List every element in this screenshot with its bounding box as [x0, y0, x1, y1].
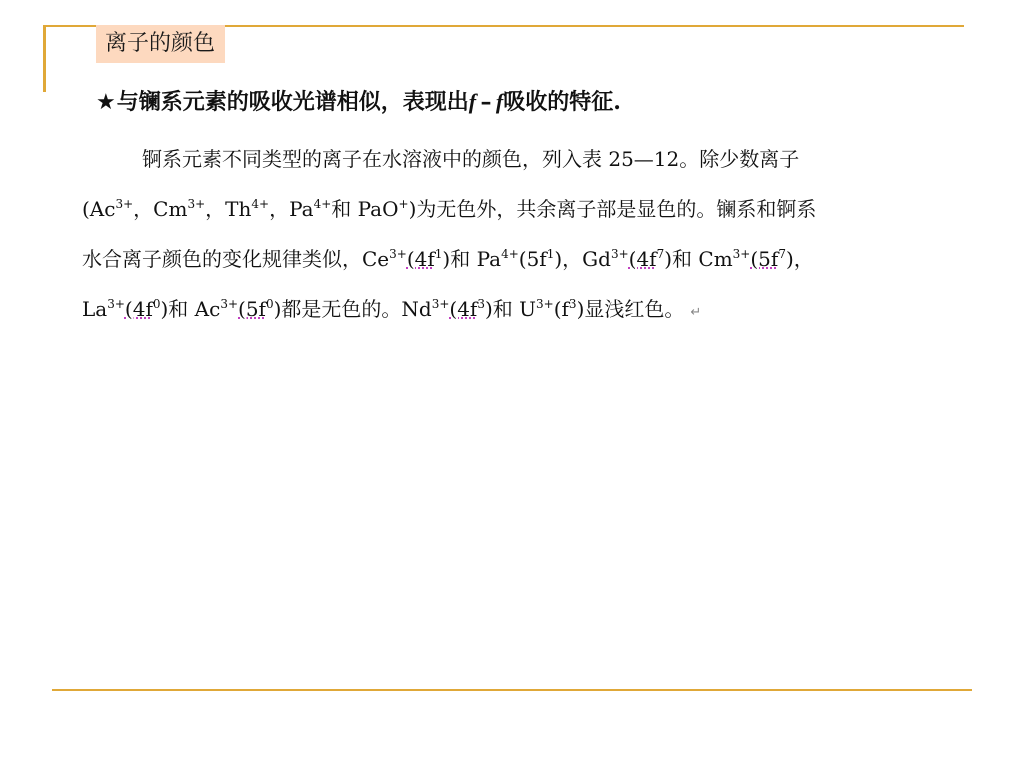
text-line3-lead: 水合离子颜色的变化规律类似，Ce	[82, 247, 390, 271]
text-ac: )和 Ac	[160, 297, 221, 321]
paragraph-return-icon: ↵	[690, 305, 702, 320]
body-paragraph	[82, 134, 1012, 334]
text-la: La	[82, 297, 108, 321]
text-comma: )，	[785, 247, 814, 271]
charge-superscript: 3+	[115, 197, 134, 211]
config-superscript: 3	[568, 297, 577, 311]
config-text: (4f	[406, 247, 435, 271]
text-pa: )和 Pa	[442, 247, 502, 271]
charge-superscript: 3+	[610, 247, 629, 261]
charge-superscript: 3+	[187, 197, 206, 211]
config-text: (5f	[518, 247, 547, 271]
text-th: ，Th	[205, 197, 252, 221]
star-icon: ★	[96, 90, 116, 115]
charge-superscript: 3+	[389, 247, 407, 261]
config-text: (4f	[124, 297, 153, 321]
paragraph-line-4	[82, 284, 1012, 334]
config-text: (5f	[238, 297, 266, 321]
charge-superscript: +	[398, 197, 409, 211]
config-text: (4f	[628, 247, 657, 271]
bottom-divider	[52, 689, 972, 691]
charge-superscript: 4+	[313, 197, 332, 211]
config-text: (5f	[750, 247, 779, 271]
paragraph-line-2	[82, 184, 1012, 234]
headline-f1: f	[468, 89, 477, 114]
left-accent-bar	[43, 25, 46, 92]
charge-superscript: 3+	[431, 297, 450, 311]
slide-title: 离子的颜色	[96, 25, 225, 63]
config-text: (f	[553, 297, 569, 321]
config-superscript: 7	[778, 247, 786, 261]
headline-text-after: 吸收的特征.	[503, 89, 621, 115]
text-pa: ，Pa	[269, 197, 314, 221]
text-line2-rest: )为无色外，共余离子部是显色的。镧系和锕系	[408, 197, 817, 221]
headline-f2: f	[495, 89, 504, 114]
paragraph-line-1: 锕系元素不同类型的离子在水溶液中的颜色，列入表 25—12。除少数离子	[142, 147, 800, 171]
headline	[96, 84, 621, 121]
text-cm: ，Cm	[133, 197, 188, 221]
config-superscript: 7	[656, 247, 665, 261]
config-superscript: 0	[265, 297, 274, 311]
config-superscript: 1	[546, 247, 555, 261]
text-line4-end: )显浅红色。	[576, 297, 685, 321]
text-cm: )和 Cm	[664, 247, 733, 271]
charge-superscript: 4+	[501, 247, 519, 261]
charge-superscript: 3+	[732, 247, 751, 261]
config-superscript: 0	[152, 297, 161, 311]
charge-superscript: 3+	[107, 297, 125, 311]
charge-superscript: 4+	[251, 197, 270, 211]
text-gd: )，Gd	[554, 247, 611, 271]
text-nd: )都是无色的。Nd	[273, 297, 432, 321]
text-ac: (Ac	[82, 197, 116, 221]
config-text: (4f	[449, 297, 478, 321]
text-u: )和 U	[484, 297, 536, 321]
text-pao: 和 PaO	[331, 197, 399, 221]
config-superscript: 3	[477, 297, 485, 311]
charge-superscript: 3+	[220, 297, 239, 311]
charge-superscript: 3+	[536, 297, 554, 311]
headline-dash: –	[476, 89, 496, 115]
headline-text-before: 与镧系元素的吸收光谱相似，表现出	[116, 89, 469, 115]
config-superscript: 1	[434, 247, 443, 261]
paragraph-line-3	[82, 234, 1012, 284]
